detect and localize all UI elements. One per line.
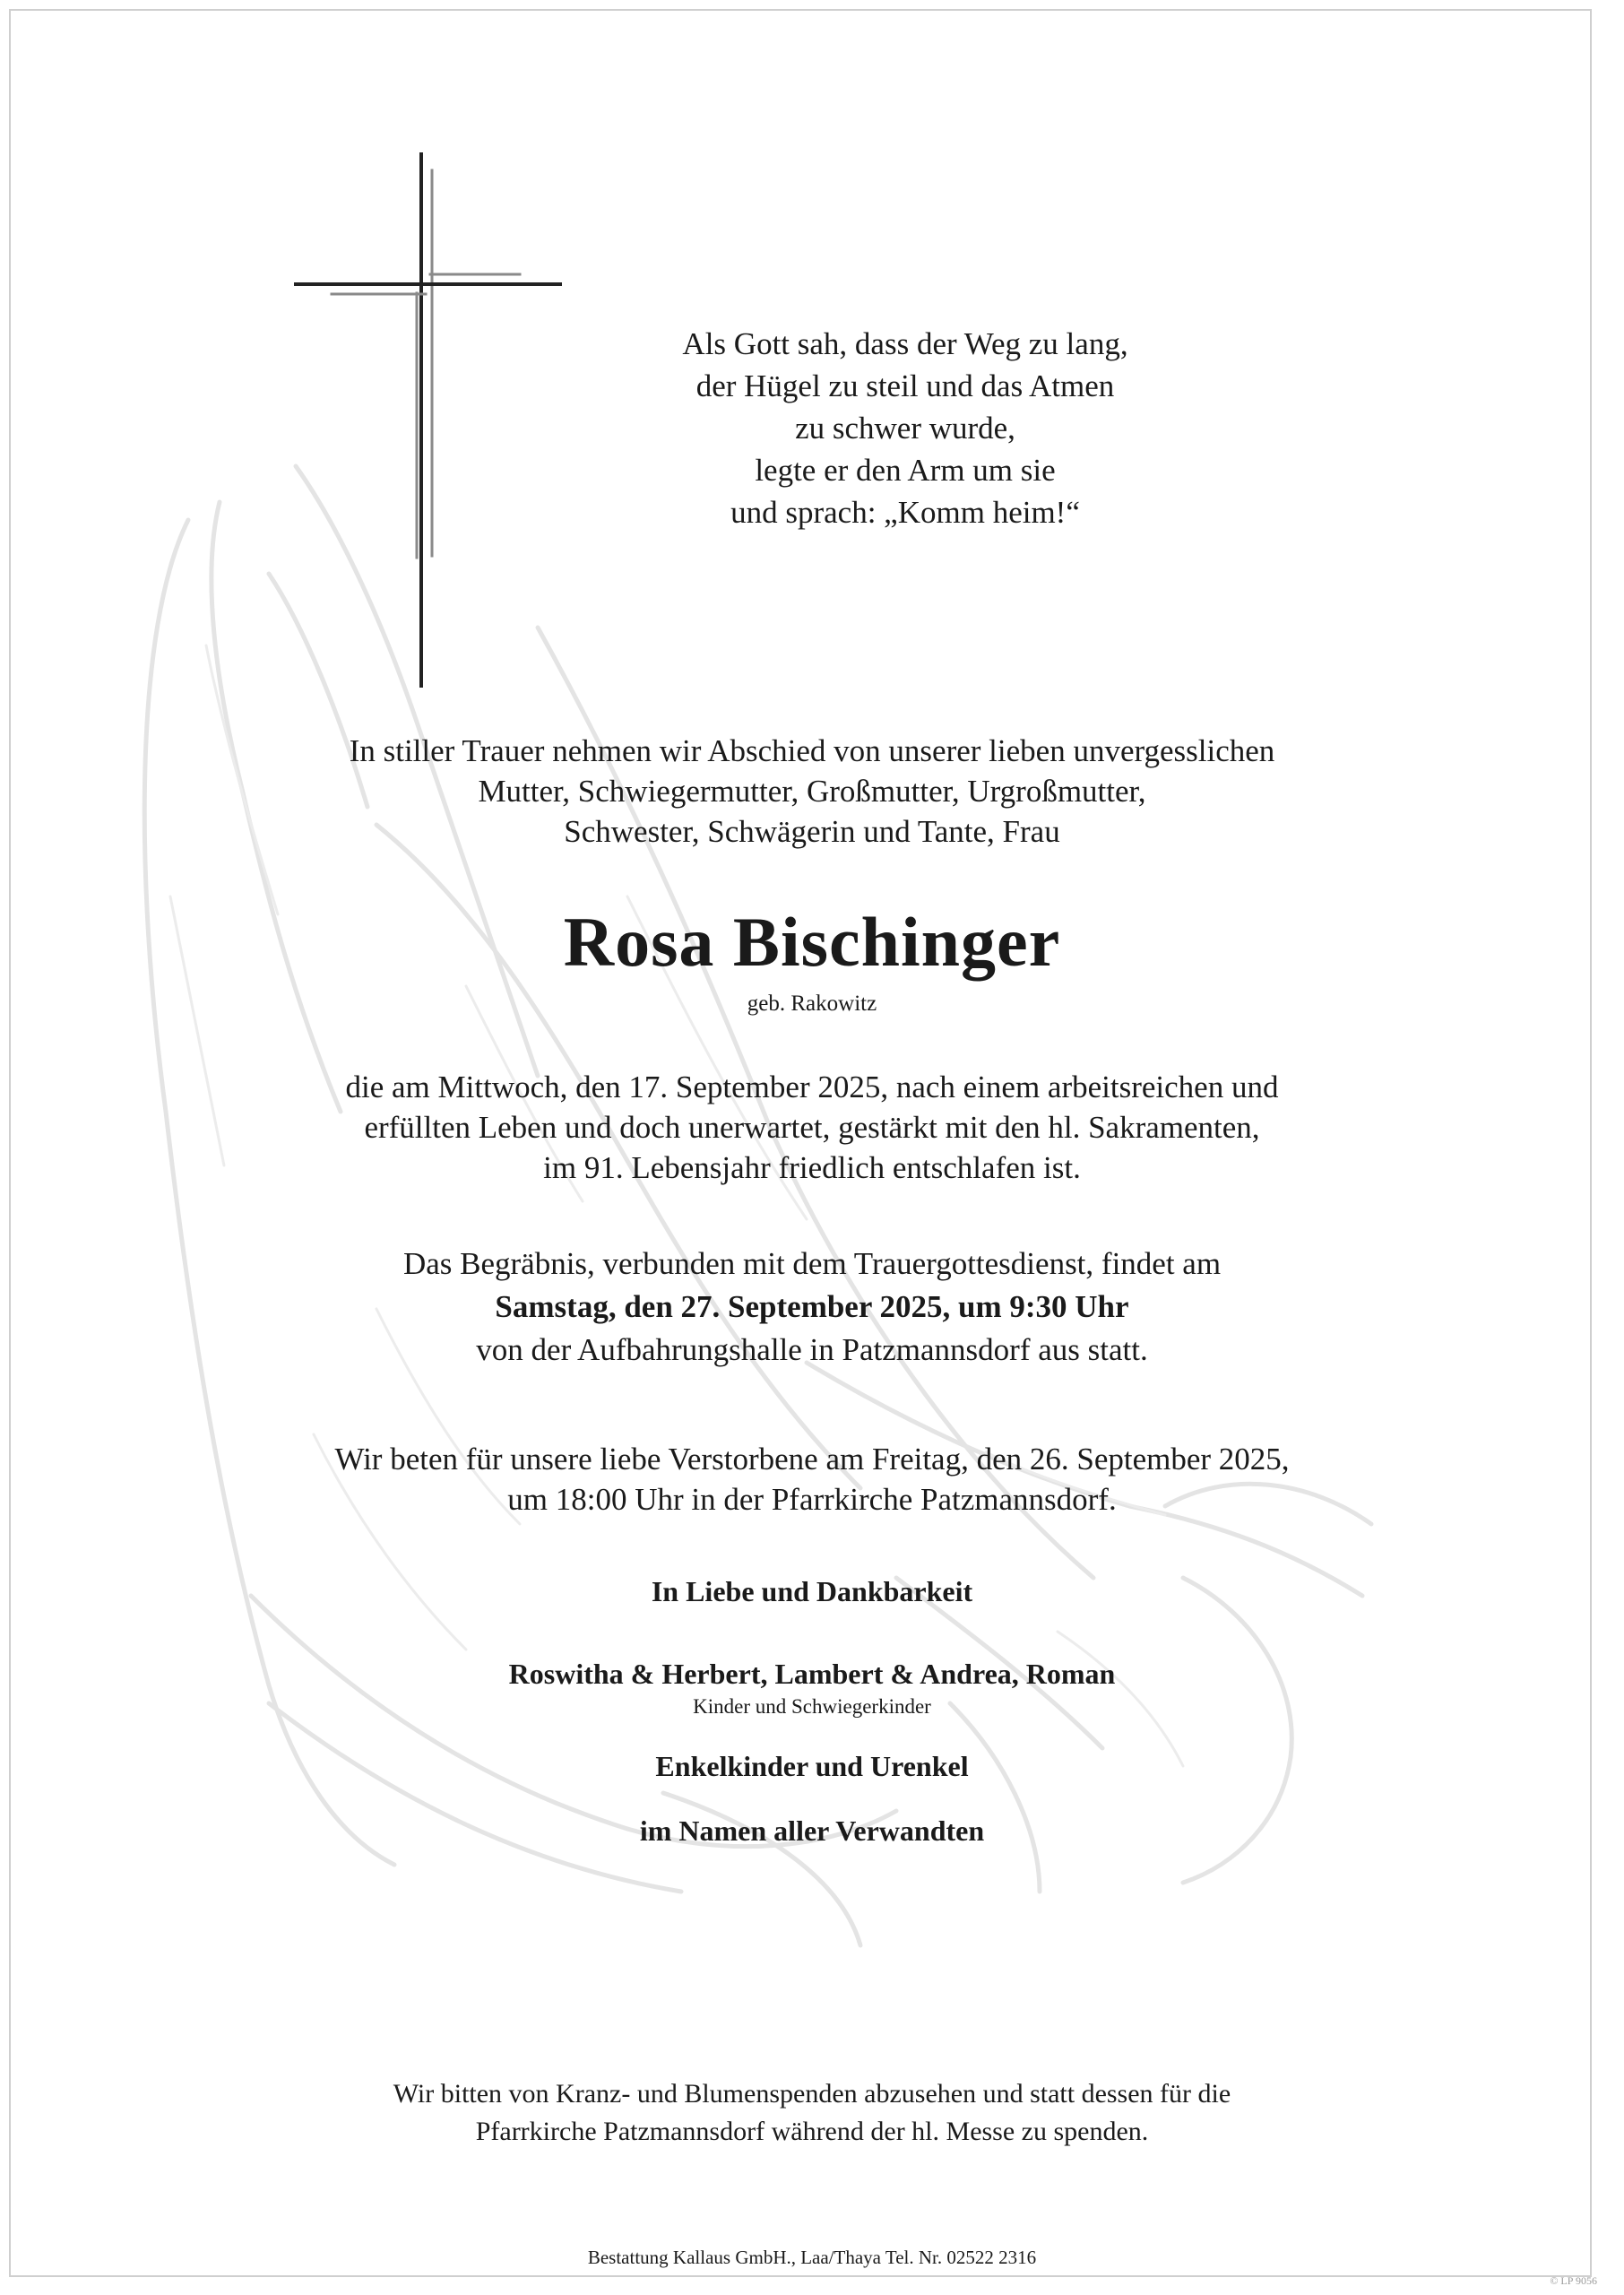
intro-line: Mutter, Schwiegermutter, Großmutter, Urgroßmutter, [478, 774, 1146, 809]
children-names: Roswitha & Herbert, Lambert & Andrea, Roman [508, 1658, 1116, 1690]
donation-request [0, 2075, 1624, 2151]
cross-icon [269, 143, 574, 699]
poem-line: der Hügel zu steil und das Atmen [695, 368, 1115, 403]
intro-line: In stiller Trauer nehmen wir Abschied von unserer lieben unvergesslichen [349, 733, 1275, 768]
prayer-details [0, 1439, 1624, 1520]
relatives: im Namen aller Verwandten [639, 1814, 985, 1847]
mourning-intro [0, 731, 1624, 852]
intro-line: Schwester, Schwägerin und Tante, Frau [564, 814, 1060, 849]
maiden-name: geb. Rakowitz [747, 992, 877, 1016]
funeral-location: von der Aufbahrungshalle in Patzmannsdorf aus statt. [476, 1332, 1148, 1367]
poem-line: Als Gott sah, dass der Weg zu lang, [682, 326, 1128, 361]
death-notice-line: erfüllten Leben und doch unerwartet, gestärkt mit den hl. Sakramenten, [364, 1110, 1260, 1145]
funeral-date-time: Samstag, den 27. September 2025, um 9:30 Uhr [495, 1289, 1129, 1324]
poem [618, 323, 1192, 533]
children-note: Kinder und Schwiegerkinder [693, 1695, 931, 1718]
funeral-details [0, 1243, 1624, 1372]
death-notice-line: die am Mittwoch, den 17. September 2025, nach einem arbeitsreichen und [345, 1070, 1279, 1104]
poem-line: zu schwer wurde, [795, 411, 1015, 446]
prayer-line: um 18:00 Uhr in der Pfarrkirche Patzmannsdorf. [507, 1482, 1117, 1517]
death-notice [0, 1067, 1624, 1188]
print-code: © LP 9056 [1550, 2274, 1597, 2287]
closing-words: In Liebe und Dankbarkeit [651, 1575, 973, 1607]
death-notice-line: im 91. Lebensjahr friedlich entschlafen ist. [543, 1150, 1081, 1185]
donation-request-line: Pfarrkirche Patzmannsdorf während der hl. Messe zu spenden. [475, 2117, 1149, 2146]
poem-line: und sprach: „Komm heim!“ [730, 495, 1080, 530]
grandchildren: Enkelkinder und Urenkel [655, 1750, 969, 1782]
poem-line: legte er den Arm um sie [755, 453, 1056, 488]
undertaker-footer: Bestattung Kallaus GmbH., Laa/Thaya Tel. Nr. 02522 2316 [587, 2247, 1037, 2268]
deceased-name: Rosa Bischinger [563, 903, 1061, 981]
donation-request-line: Wir bitten von Kranz- und Blumenspenden abzusehen und statt dessen für die [393, 2079, 1231, 2109]
funeral-line: Das Begräbnis, verbunden mit dem Trauergottesdienst, findet am [402, 1246, 1222, 1281]
prayer-line: Wir beten für unsere liebe Verstorbene am Freitag, den 26. September 2025, [334, 1442, 1290, 1477]
